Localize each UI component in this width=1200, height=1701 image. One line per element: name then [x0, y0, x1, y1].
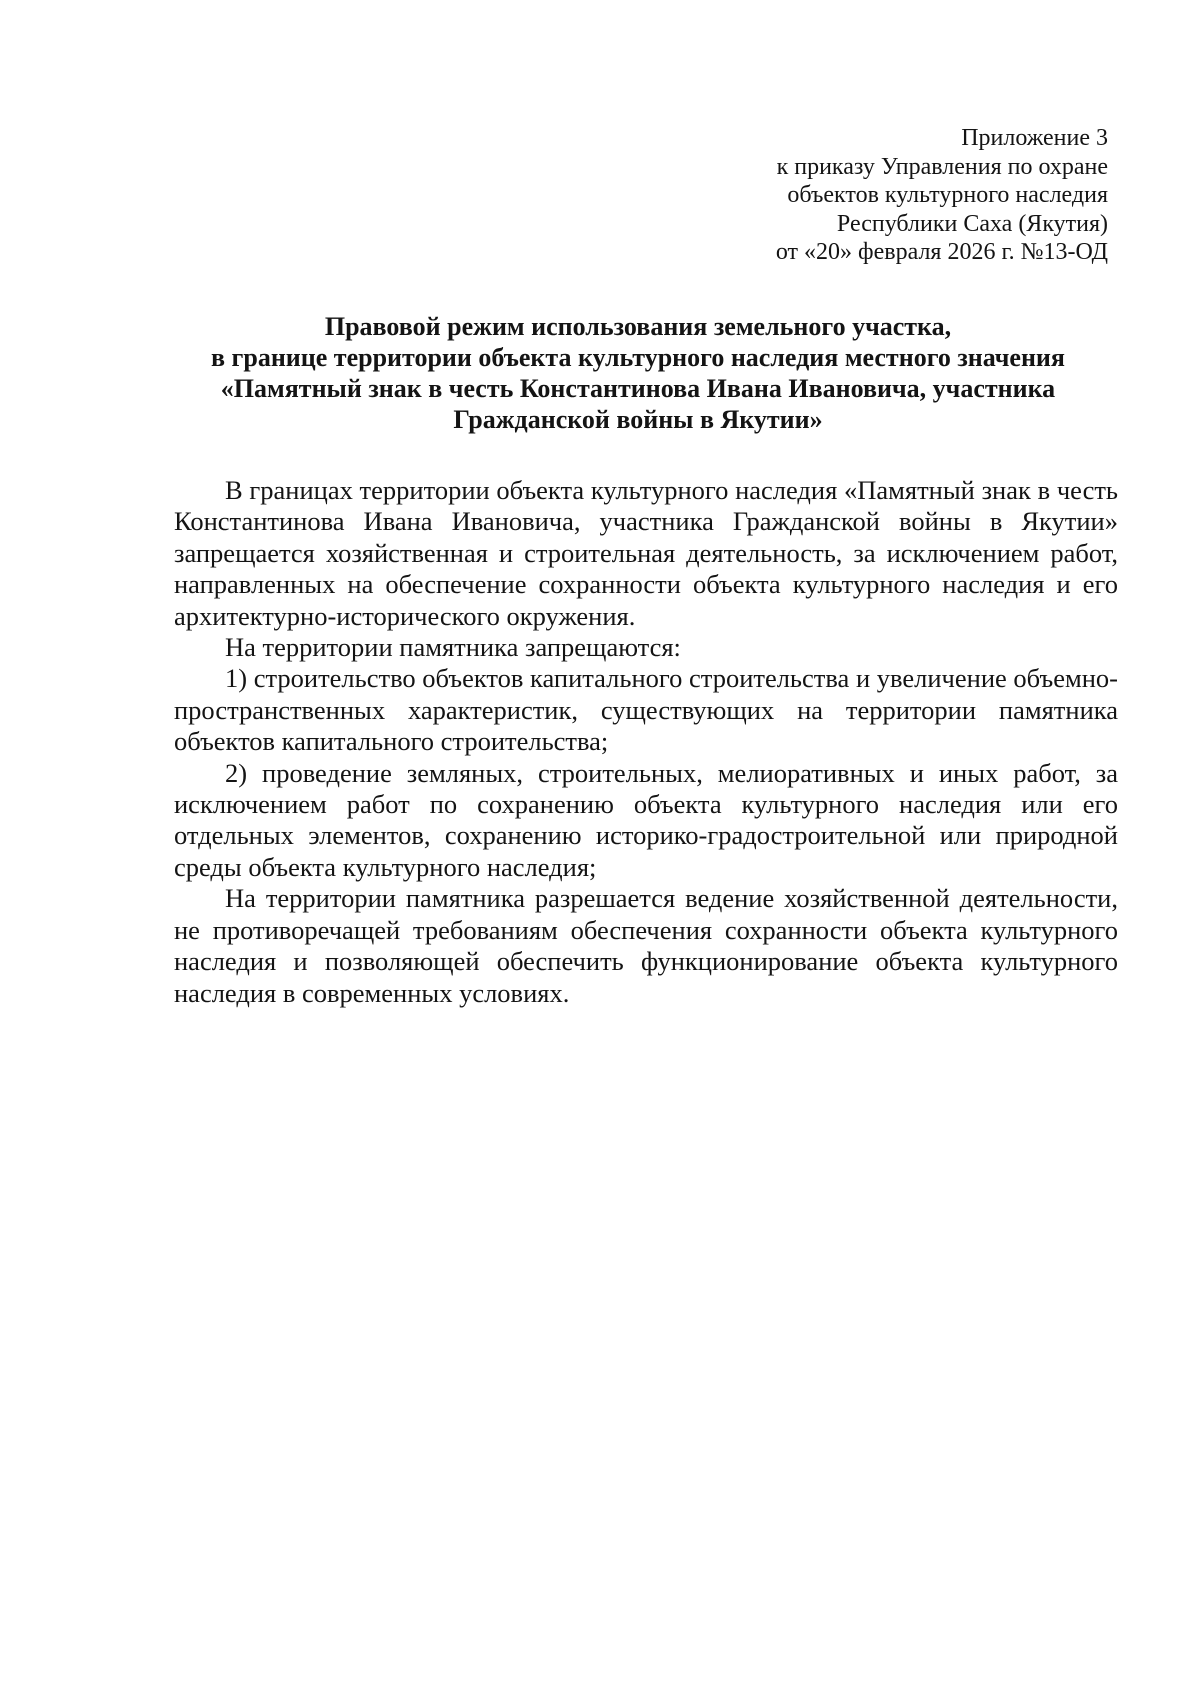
appendix-date-number: от «20» февраля 2026 г. №13-ОД — [775, 239, 1108, 265]
paragraph-prohibited-list-intro: На территории памятника запрещаются: — [225, 632, 681, 663]
paragraph-item-1: 1) строительство объектов капитального строительства и увеличение объемно-пространственных характеристик, существующих на территории памятника объектов капитального строительства; — [174, 663, 1118, 757]
appendix-order-ref: к приказу Управления по охране — [776, 153, 1108, 180]
document-title — [158, 311, 1118, 435]
appendix-order-ref-cont: объектов культурного наследия — [787, 182, 1108, 208]
appendix-republic: Республики Саха (Якутия) — [836, 210, 1108, 237]
title-line: Гражданской войны в Якутии» — [453, 405, 823, 434]
title-line: в границе территории объекта культурного наследия местного значения — [211, 343, 1065, 372]
paragraph-item-2: 2) проведение земляных, строительных, мелиоративных и иных работ, за исключением работ по сохранению объекта культурного наследия или его отдельных элементов, сохранению историко-градостроительной или природной среды объекта культурного наследия; — [174, 757, 1118, 882]
title-line: «Памятный знак в честь Константинова Ивана Ивановича, участника — [220, 374, 1056, 403]
appendix-number: Приложение 3 — [961, 125, 1108, 151]
title-line: Правовой режим использования земельного участка, — [324, 312, 952, 341]
appendix-header — [548, 124, 1108, 267]
paragraph-main-prohibition: В границах территории объекта культурного наследия «Памятный знак в честь Константинова Ивана Ивановича, участника Гражданской войны в Якутии» запрещается хозяйственная и строительная деятельность, за исключением работ, направленных на обеспечение сохранности объекта культурного наследия и его архитектурно-исторического окружения. — [174, 475, 1118, 631]
document-body — [174, 475, 1118, 1009]
paragraph-permitted: На территории памятника разрешается ведение хозяйственной деятельности, не противоречащей требованиям обеспечения сохранности объекта культурного наследия и позволяющей обеспечить функционирование объекта культурного наследия в современных условиях. — [174, 883, 1118, 1008]
